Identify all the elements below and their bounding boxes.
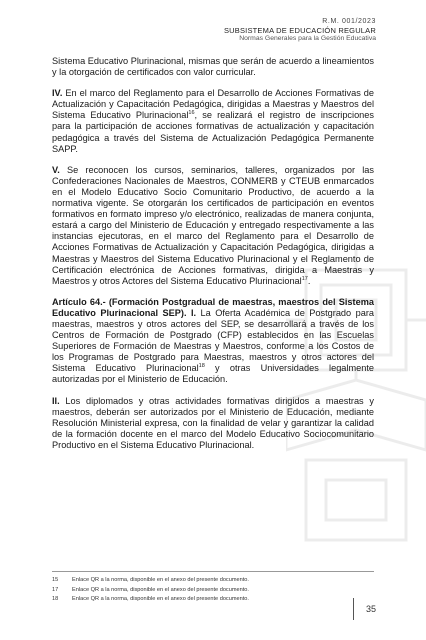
footnotes: [52, 571, 374, 605]
page-header: [224, 18, 376, 44]
paragraph-number: II.: [52, 395, 60, 406]
article-title: Artículo 64.- (Formación Postgradual de maestras, maestros del Sistema Educativo Plurinacional SEP).: [52, 296, 374, 318]
paragraph-iv: IV. En el marco del Reglamento para el Desarrollo de Acciones Formativas de Actualización y Capacitación Pedagógica, dirigidas a Maestras y Maestros del Sistema Educativo Plurinacional$^{16}$, se realizará el registro de inscripciones para la participación de acciones formativas de actualización y capacitación pedagógica a través del Sistema de Actualización Pedagógica Permanente SAPP.: [52, 88, 374, 154]
article-64: Artículo 64.- (Formación Postgradual de maestras, maestros del Sistema Educativo Plurinacional SEP). I. La Oferta Académica de Postgrado para maestras, maestros y otros actores del SEP, se desarrollará a través de los Centros de Formación de Postgrado (CFP) establecidos en las Escuelas Superiores de Formación de Maestras y Maestros, conforme a los Costos de los Programas de Postgrado para Maestras, maestros y otros actores del Sistema Educativo Plurinacional$^{18}$ y otras Universidades legalmente autorizadas por el Ministerio de Educación.: [52, 296, 374, 385]
footnote-ref[interactable]: 17: [301, 275, 308, 282]
page-number-divider: [353, 598, 354, 620]
resolution-number: R.M. 001/2023: [322, 18, 376, 25]
paragraph-number: I.: [186, 307, 197, 318]
paragraph-ii: II. Los diplomados y otras actividades formativas dirigidos a maestras y maestros, deberán ser autorizados por el Ministerio de Educación, mediante Resolución Ministerial expresa, con la finalidad de velar y garantizar la calidad de la formación docente en el marco del Modelo Educativo Sociocomunitario Productivo en el Sistema Educativo Plurinacional.: [52, 395, 374, 450]
footnote-ref[interactable]: 18: [198, 363, 205, 370]
footnote-item: 17 Enlace QR a la norma, disponible en el anexo del presente documento.: [52, 586, 249, 593]
paragraph-number: IV.: [52, 88, 63, 99]
footnote-ref[interactable]: 16: [188, 110, 195, 117]
subsystem-title: SUBSISTEMA DE EDUCACIÓN REGULAR: [223, 25, 376, 35]
norms-subtitle: Normas Generales para la Gestión Educativa: [239, 35, 376, 43]
footnote-item: 15 Enlace QR a la norma, disponible en el anexo del presente documento.: [52, 577, 249, 583]
paragraph-continuation: Sistema Educativo Plurinacional, mismas que serán de acuerdo a lineamientos y la otorgación de certificados con valor curricular.: [52, 56, 374, 78]
paragraph-number: V.: [52, 164, 60, 175]
footnote-item: 18 Enlace QR a la norma, disponible en el anexo del presente documento.: [52, 596, 249, 603]
document-body: [52, 56, 374, 461]
page-number: 35: [365, 604, 376, 614]
paragraph-v: V. Se reconocen los cursos, seminarios, talleres, organizados por las Confederaciones Nacionales de Maestros, CONMERB y CTEUB enmarcados en el Modelo Educativo Socio Comunitario Productivo, de acuerdo a la normativa vigente. Se otorgarán los certificados de participación en eventos formativos en formato impreso y/o electrónico, realizadas de manera conjunta, estará a cargo del Ministerio de Educación y entregado respectivamente a las instancias ejecutoras, en el marco del Reglamento para el Desarrollo de Acciones Formativas de Actualización y Capacitación Pedagógica, dirigidas a Maestras y Maestros del Sistema Educativo Plurinacional y el Reglamento de Certificación electrónica de Acciones formativas, dirigida a Maestras y Maestros y otros Actores del Sistema Educativo Plurinacional$^{17}$.: [52, 164, 374, 286]
